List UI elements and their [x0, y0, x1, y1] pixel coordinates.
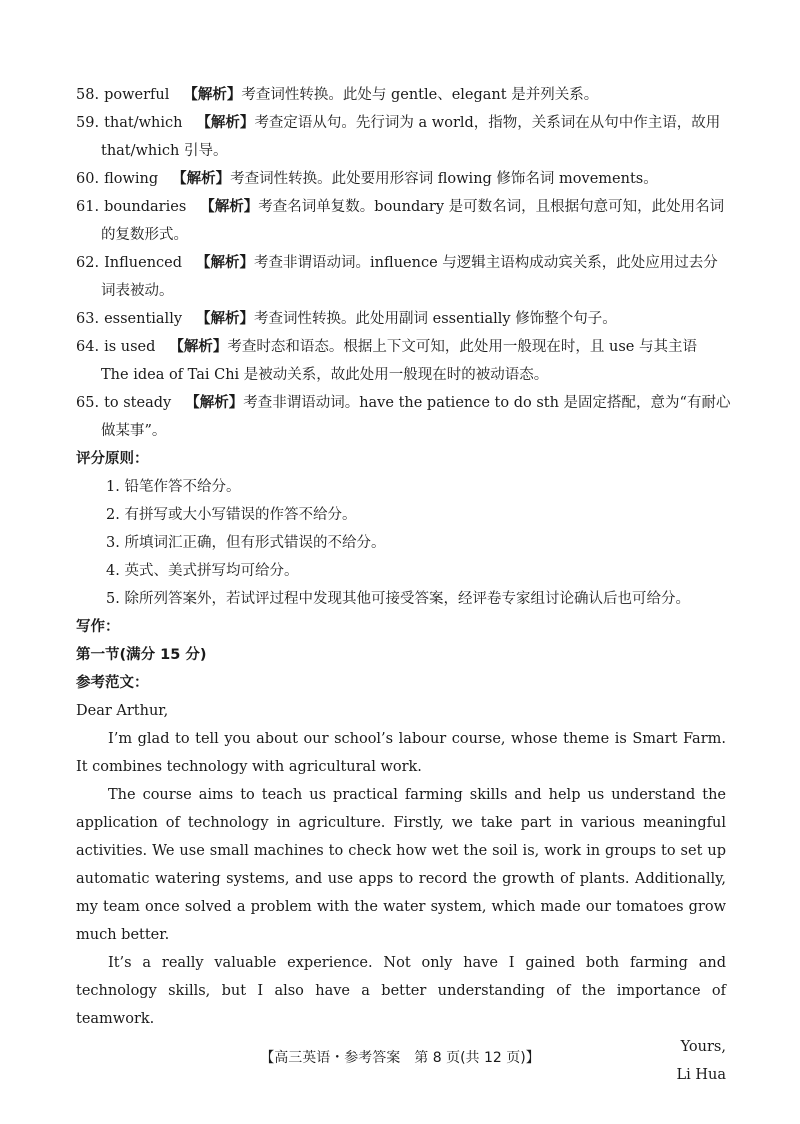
item-answer: essentially — [104, 311, 183, 327]
analysis-text: 考查非谓语动词。have the patience to do sth 是固定搭配，意为“有耐心 — [243, 395, 731, 411]
analysis-tag: 【解析】 — [169, 339, 228, 355]
item-answer: boundaries — [104, 199, 187, 215]
scoring-rule: 2. 有拼写或大小写错误的作答不给分。 — [106, 507, 357, 523]
item-number: 59. — [76, 115, 100, 131]
scoring-rule: 4. 英式、美式拼写均可给分。 — [106, 563, 299, 579]
analysis-tag: 【解析】 — [172, 171, 231, 187]
analysis-tag: 【解析】 — [196, 311, 255, 327]
analysis-text-continued: that/which 引导。 — [101, 143, 228, 159]
analysis-text: 考查词性转换。此处与 gentle、elegant 是并列关系。 — [241, 87, 599, 103]
letter-paragraph: I’m glad to tell you about our school’s labour course, whose theme is Smart Farm. It combines technology with agricultural work. — [76, 731, 726, 775]
scoring-rule: 1. 铅笔作答不给分。 — [106, 479, 241, 495]
analysis-text: 考查时态和语态。根据上下文可知，此处用一般现在时，且 use 与其主语 — [227, 339, 697, 355]
answer-item-61 — [76, 193, 726, 249]
analysis-text-continued: 做某事”。 — [101, 423, 167, 439]
item-number: 63. — [76, 311, 100, 327]
analysis-text: 考查词性转换。此处要用形容词 flowing 修饰名词 movements。 — [230, 171, 658, 187]
writing-heading: 写作： — [76, 619, 120, 635]
letter-signature: Li Hua — [676, 1067, 726, 1083]
analysis-text: 考查名词单复数。boundary 是可数名词，且根据句意可知，此处用名词 — [258, 199, 725, 215]
analysis-tag: 【解析】 — [196, 115, 255, 131]
page-footer: 【高三英语・参考答案 第 8 页(共 12 页)】 — [260, 1050, 540, 1066]
scoring-heading: 评分原则： — [76, 451, 149, 467]
analysis-text-continued: 的复数形式。 — [101, 227, 188, 243]
analysis-tag: 【解析】 — [183, 87, 242, 103]
answer-item-62 — [76, 249, 726, 305]
item-number: 60. — [76, 171, 100, 187]
item-answer: that/which — [104, 115, 183, 131]
letter-closing: Yours, — [680, 1039, 726, 1055]
answer-item-58 — [76, 81, 726, 109]
writing-section-title: 第一节(满分 15 分) — [76, 647, 207, 663]
scoring-rule: 5. 除所列答案外，若试评过程中发现其他可接受答案，经评卷专家组讨论确认后也可给分。 — [106, 591, 690, 607]
letter-paragraph: The course aims to teach us practical farming skills and help us understand the application of technology in agriculture. Firstly, we take part in various meaningful activities. We use small machines to check how wet the soil is, work in groups to set up automatic watering systems, and use apps to record the growth of plants. Additionally, my team once solved a problem with the water system, which made our tomatoes grow much better. — [76, 787, 726, 943]
analysis-text: 考查非谓语动词。influence 与逻辑主语构成动宾关系，此处应用过去分 — [254, 255, 718, 271]
item-answer: is used — [104, 339, 156, 355]
item-number: 58. — [76, 87, 100, 103]
item-number: 62. — [76, 255, 100, 271]
analysis-tag: 【解析】 — [200, 199, 259, 215]
page-content — [76, 81, 731, 1089]
analysis-text-continued: The idea of Tai Chi 是被动关系，故此处用一般现在时的被动语态。 — [101, 367, 549, 383]
sample-essay-heading: 参考范文： — [76, 675, 149, 691]
letter-greeting: Dear Arthur, — [76, 703, 169, 719]
analysis-tag: 【解析】 — [185, 395, 244, 411]
item-answer: flowing — [104, 171, 159, 187]
item-answer: Influenced — [104, 255, 183, 271]
scoring-rule: 3. 所填词汇正确，但有形式错误的不给分。 — [106, 535, 386, 551]
analysis-text: 考查词性转换。此处用副词 essentially 修饰整个句子。 — [254, 311, 617, 327]
answer-item-64 — [76, 333, 726, 389]
letter-paragraph: It’s a really valuable experience. Not only have I gained both farming and technology skills, but I also have a better understanding of the importance of teamwork. — [76, 955, 726, 1027]
answer-item-59 — [76, 109, 726, 165]
item-number: 64. — [76, 339, 100, 355]
item-answer: powerful — [104, 87, 170, 103]
item-number: 61. — [76, 199, 100, 215]
item-answer: to steady — [104, 395, 172, 411]
analysis-tag: 【解析】 — [196, 255, 255, 271]
item-number: 65. — [76, 395, 100, 411]
analysis-text: 考查定语从句。先行词为 a world，指物，关系词在从句中作主语，故用 — [254, 115, 721, 131]
answer-item-65 — [76, 389, 731, 445]
analysis-text-continued: 词表被动。 — [101, 283, 174, 299]
answer-item-63 — [76, 305, 726, 333]
answer-item-60 — [76, 165, 726, 193]
